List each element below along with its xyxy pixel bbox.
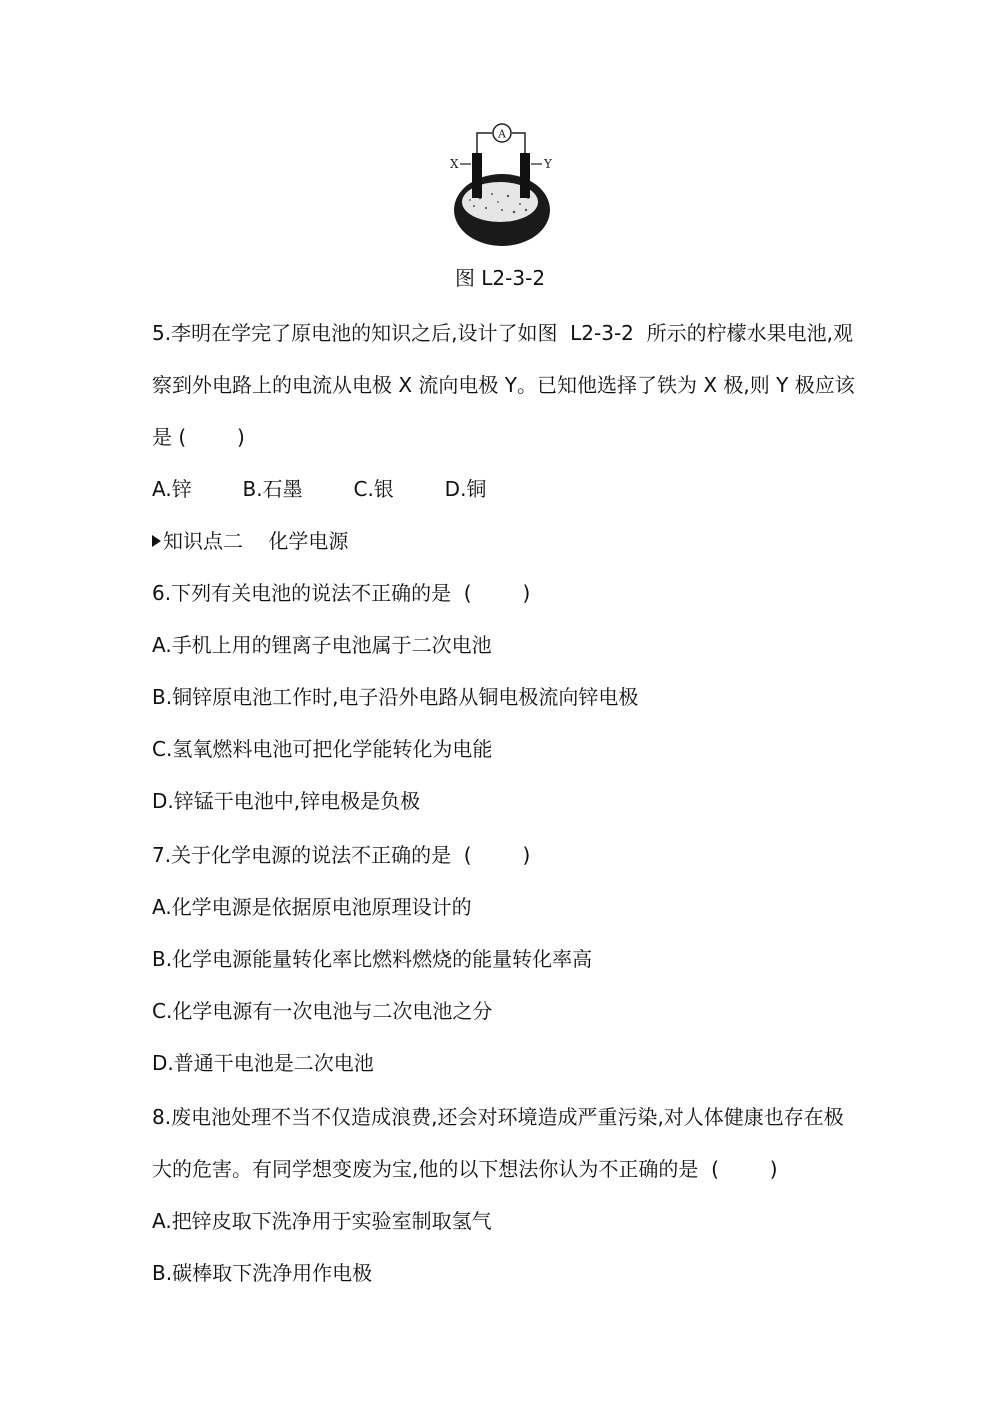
- q7-stem: 7.关于化学电源的说法不正确的是 ( ): [152, 843, 531, 867]
- lemon-battery-diagram: [440, 118, 570, 258]
- electrode-x-label: X: [450, 157, 459, 171]
- q8-option-b: B.碳棒取下洗净用作电极: [152, 1261, 373, 1285]
- q6-option-b: B.铜锌原电池工作时,电子沿外电路从铜电极流向锌电极: [152, 685, 639, 709]
- q5-options: A.锌 B.石墨 C.银 D.铜: [152, 477, 487, 501]
- electrode-x: [472, 153, 482, 198]
- section-title: 知识点二 化学电源: [163, 529, 349, 553]
- q8-stem-line-1: 8.废电池处理不当不仅造成浪费,还会对环境造成严重污染,对人体健康也存在极: [152, 1105, 844, 1129]
- q5-stem-line-3: 是 ( ): [152, 425, 245, 449]
- q5-stem-line-1: 5.李明在学完了原电池的知识之后,设计了如图 L2-3-2 所示的柠檬水果电池,观: [152, 321, 853, 345]
- q6-option-d: D.锌锰干电池中,锌电极是负极: [152, 789, 421, 813]
- q8-stem-line-2: 大的危害。有同学想变废为宝,他的以下想法你认为不正确的是 ( ): [152, 1157, 778, 1181]
- figure-caption: 图 L2-3-2: [454, 266, 546, 290]
- section-heading: [152, 528, 348, 554]
- q8-option-a: A.把锌皮取下洗净用于实验室制取氢气: [152, 1209, 492, 1233]
- q5-stem-line-2: 察到外电路上的电流从电极 X 流向电极 Y。已知他选择了铁为 X 极,则 Y 极应该: [152, 373, 855, 397]
- q6-option-a: A.手机上用的锂离子电池属于二次电池: [152, 633, 492, 657]
- q7-option-a: A.化学电源是依据原电池原理设计的: [152, 895, 472, 919]
- electrode-y-label: Y: [544, 157, 552, 171]
- triangle-marker-icon: [152, 535, 161, 547]
- q7-option-d: D.普通干电池是二次电池: [152, 1051, 374, 1075]
- q6-option-c: C.氢氧燃料电池可把化学能转化为电能: [152, 737, 493, 761]
- ammeter-label: A: [498, 127, 506, 141]
- q7-option-b: B.化学电源能量转化率比燃料燃烧的能量转化率高: [152, 947, 593, 971]
- lemon-battery-figure: [440, 118, 570, 258]
- q7-option-c: C.化学电源有一次电池与二次电池之分: [152, 999, 493, 1023]
- q6-stem: 6.下列有关电池的说法不正确的是 ( ): [152, 581, 531, 605]
- electrode-y: [520, 153, 530, 198]
